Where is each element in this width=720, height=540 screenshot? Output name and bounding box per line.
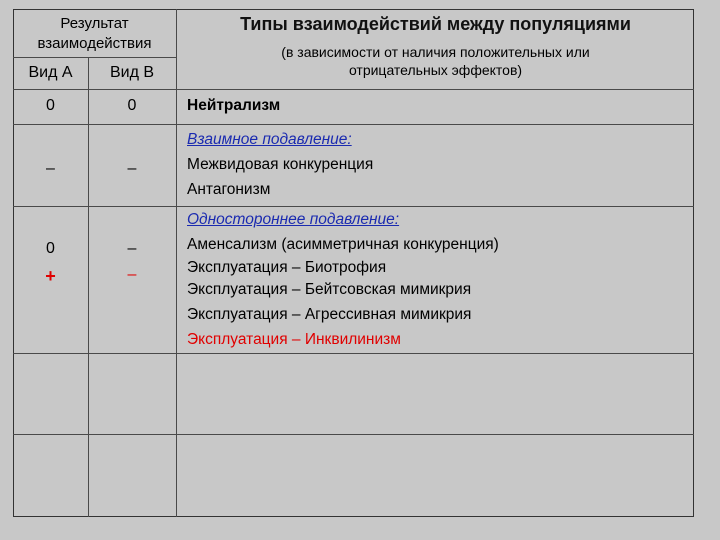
column-divider xyxy=(88,57,89,517)
table-subtitle-line-2: отрицательных эффектов) xyxy=(348,62,523,78)
row1-species-b: 0 xyxy=(127,97,137,114)
row3-line-2: Аменсализм (асимметричная конкуренция) xyxy=(187,236,499,253)
header-species-a: Вид А xyxy=(28,64,73,81)
row-divider xyxy=(13,89,694,90)
row-divider xyxy=(13,206,694,207)
row-divider xyxy=(13,57,176,58)
row-divider xyxy=(13,353,694,354)
row3-species-b-1: – xyxy=(127,240,137,257)
table-title: Типы взаимодействий между популяциями xyxy=(240,14,631,34)
header-result: Результат взаимодействия xyxy=(37,15,152,52)
row2-species-a: – xyxy=(46,160,55,177)
row1-species-a: 0 xyxy=(46,97,55,114)
table-subtitle-line-1: (в зависимости от наличия положительных или xyxy=(281,44,590,60)
row3-line-6: Эксплуатация – Инквилинизм xyxy=(187,331,401,348)
header-species-b: Вид В xyxy=(109,64,155,81)
row3-species-a-1: 0 xyxy=(46,240,55,257)
row1-line-1: Нейтрализм xyxy=(187,97,281,114)
row-divider xyxy=(13,124,694,125)
row3-line-5: Эксплуатация – Агрессивная мимикрия xyxy=(187,306,472,323)
row-divider xyxy=(13,434,694,435)
row2-line-2: Межвидовая конкуренция xyxy=(187,156,374,173)
row2-line-1: Взаимное подавление: xyxy=(187,131,352,148)
row3-line-4: Эксплуатация – Бейтсовская мимикрия xyxy=(187,281,472,298)
column-divider xyxy=(176,9,177,517)
row3-line-1: Одностороннее подавление: xyxy=(187,211,400,228)
row2-species-b: – xyxy=(127,160,137,177)
row3-species-b-2: – xyxy=(127,266,137,283)
row2-line-3: Антагонизм xyxy=(187,181,271,198)
row3-line-3: Эксплуатация – Биотрофия xyxy=(187,259,387,276)
row3-species-a-2: + xyxy=(45,266,56,286)
